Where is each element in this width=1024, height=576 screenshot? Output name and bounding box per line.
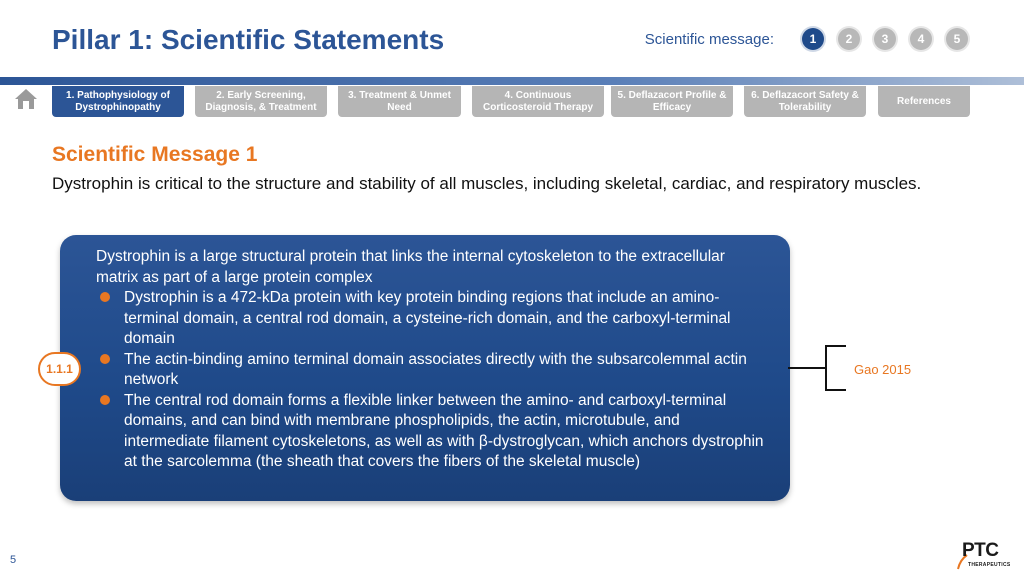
list-item: Dystrophin is a 472-kDa protein with key protein binding regions that include an amino-terminal domain, a central rod domain, a cysteine-rich domain, and the carboxyl-terminal domain: [124, 288, 764, 350]
section-title: Scientific Message 1: [52, 143, 258, 166]
home-icon[interactable]: [14, 88, 38, 110]
pillar-tabs: [52, 86, 970, 117]
message-2-button[interactable]: 2: [838, 28, 860, 50]
list-item: The central rod domain forms a flexible linker between the amino- and carboxyl-terminal domains, and can bind with membrane phospholipids, the actin, microtubule, and intermediate filament cytoskeletons, as well as with β-dystroglycan, which anchors dystrophin at the sarcolemma (the sheath that covers the fibers of the skeletal muscle): [124, 391, 764, 473]
tab-continuous-corticosteroid[interactable]: 4. Continuous Corticosteroid Therapy: [472, 86, 604, 117]
header-divider-bar: [0, 77, 1024, 85]
message-1-button[interactable]: 1: [802, 28, 824, 50]
tab-deflazacort-profile[interactable]: 5. Deflazacort Profile & Efficacy: [611, 86, 733, 117]
tab-references[interactable]: References: [878, 86, 970, 117]
company-logo: [956, 540, 1018, 572]
statement-number-badge: 1.1.1: [38, 352, 81, 386]
page-number: 5: [10, 554, 17, 566]
tab-early-screening[interactable]: 2. Early Screening, Diagnosis, & Treatment: [195, 86, 327, 117]
card-bullet-list: [124, 288, 764, 473]
message-3-button[interactable]: 3: [874, 28, 896, 50]
scientific-message-label: Scientific message:: [644, 30, 774, 48]
logo-subtext: THERAPEUTICS: [968, 562, 1011, 568]
message-4-button[interactable]: 4: [910, 28, 932, 50]
tab-treatment-unmet-need[interactable]: 3. Treatment & Unmet Need: [338, 86, 461, 117]
reference-citation[interactable]: Gao 2015: [854, 362, 912, 377]
message-5-button[interactable]: 5: [946, 28, 968, 50]
card-intro-text: Dystrophin is a large structural protein that links the internal cytoskeleton to the extracellular matrix as part of a large protein complex: [96, 248, 725, 286]
scientific-statement: Dystrophin is critical to the structure and stability of all muscles, including skeletal, cardiac, and respiratory muscles.: [52, 174, 922, 193]
page-title: Pillar 1: Scientific Statements: [52, 24, 445, 55]
tab-pathophysiology[interactable]: 1. Pathophysiology of Dystrophinopathy: [52, 86, 184, 117]
scientific-message-nav: [645, 28, 968, 50]
reference-bracket-connector: [788, 344, 848, 394]
list-item: The actin-binding amino terminal domain associates directly with the subsarcolemmal actin network: [124, 350, 764, 391]
logo-wordmark: PTC: [962, 540, 999, 561]
tab-deflazacort-safety[interactable]: 6. Deflazacort Safety & Tolerability: [744, 86, 866, 117]
statement-card: [60, 235, 790, 501]
